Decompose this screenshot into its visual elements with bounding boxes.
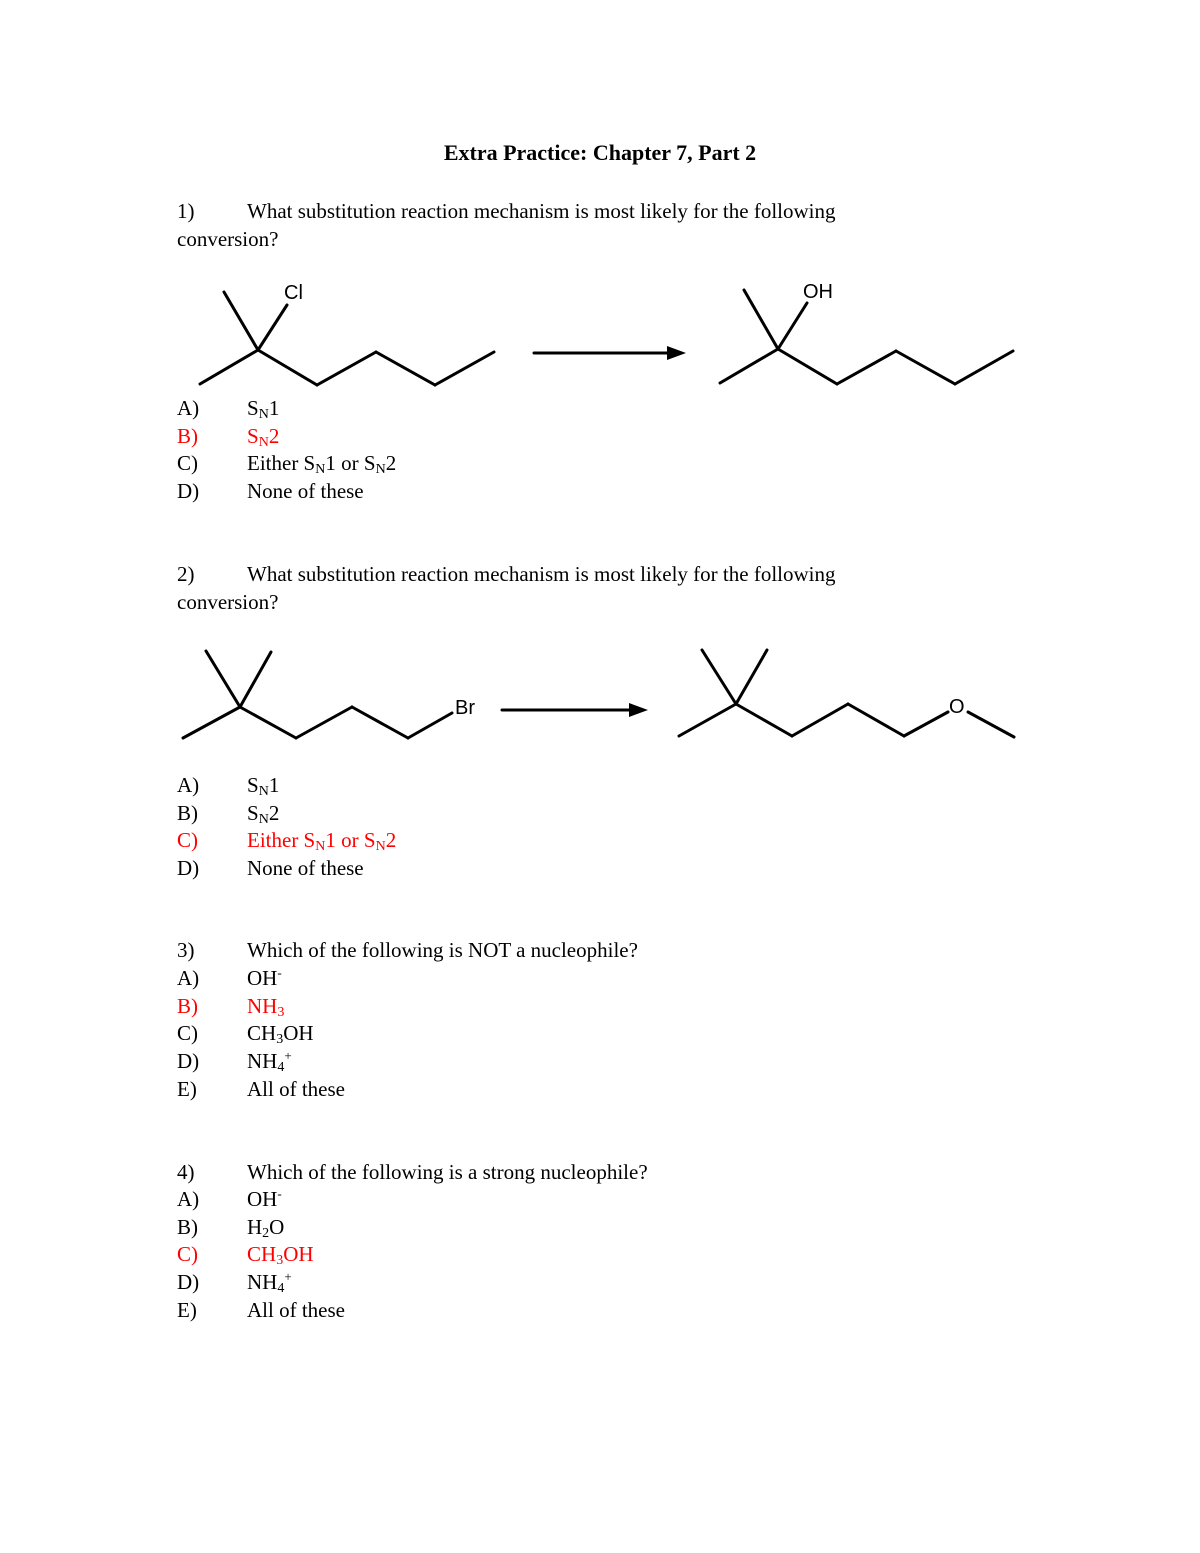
bond <box>296 707 352 738</box>
option-text: $S_N1$ <box>247 773 280 799</box>
bond <box>240 707 296 738</box>
bond <box>679 704 736 736</box>
question-text-line2: conversion? <box>177 227 279 251</box>
option-letter: E) <box>177 1297 197 1322</box>
bond <box>240 652 271 707</box>
option-letter: A) <box>177 1187 200 1211</box>
bond <box>848 704 904 736</box>
option-text: $CH_3OH$ <box>247 1242 314 1269</box>
atom-label-cl: Cl <box>284 282 303 304</box>
option-text: All of these <box>247 1297 345 1322</box>
option-text: All of these <box>247 1076 345 1101</box>
bond <box>206 651 240 707</box>
question-text: Which of the following is NOT a nucleophile? <box>247 938 638 962</box>
option-text: $NH_3$ <box>247 993 285 1020</box>
option-text: None of these <box>247 856 364 881</box>
option-letter: D) <box>177 479 200 504</box>
option-text: None of these <box>247 479 364 504</box>
option-letter: A) <box>177 396 200 420</box>
option-letter: D) <box>177 856 200 881</box>
question-number: 4) <box>177 1160 195 1184</box>
question-text: Which of the following is a strong nucleophile? <box>247 1160 648 1184</box>
bond <box>183 707 240 738</box>
option-text: $H_2O$ <box>247 1214 285 1241</box>
option-text: $NH_4^+$ <box>247 1269 292 1297</box>
option-letter: C) <box>177 451 198 476</box>
option-letter: B) <box>177 423 198 448</box>
bond <box>792 704 848 736</box>
option-text: Either $S_N1$ or $S_N2$ <box>247 451 397 478</box>
bond <box>968 712 1014 737</box>
option-text: $NH_4^+$ <box>247 1048 292 1076</box>
question-4 <box>177 1158 977 1186</box>
option-text: $S_N2$ <box>247 800 280 827</box>
option-text: $S_N2$ <box>247 423 280 450</box>
atom-label-o: O <box>949 696 965 718</box>
option-letter: B) <box>177 993 198 1018</box>
bond <box>736 704 792 736</box>
option-letter: B) <box>177 800 198 825</box>
option-text: $CH_3OH$ <box>247 1021 314 1048</box>
option-text: $S_N1$ <box>247 396 280 422</box>
page-title: Extra Practice: Chapter 7, Part 2 <box>443 140 757 165</box>
question-text-line1: What substitution reaction mechanism is most likely for the following <box>247 562 836 586</box>
question-text-line2: conversion? <box>177 590 279 614</box>
question-number: 2) <box>177 562 195 586</box>
arrow-head-icon <box>629 703 648 717</box>
bond <box>408 713 452 738</box>
bond <box>736 650 767 704</box>
option-letter: B) <box>177 1214 198 1239</box>
atom-label-br: Br <box>455 697 475 719</box>
option-letter: D) <box>177 1270 200 1295</box>
question-3 <box>177 936 977 964</box>
option-letter: E) <box>177 1076 197 1101</box>
question-number: 3) <box>177 938 195 962</box>
question-number: 1) <box>177 199 195 223</box>
option-text: OH- <box>247 1186 282 1211</box>
option-letter: A) <box>177 773 200 797</box>
option-letter: C) <box>177 1242 198 1267</box>
atom-label-oh: OH <box>803 281 833 303</box>
bond <box>904 712 948 736</box>
option-letter: C) <box>177 828 198 853</box>
bond <box>702 650 736 704</box>
option-letter: A) <box>177 966 200 990</box>
option-text: Either $S_N1$ or $S_N2$ <box>247 828 397 855</box>
bond <box>352 707 408 738</box>
question-text-line1: What substitution reaction mechanism is most likely for the following <box>247 199 836 223</box>
option-text: OH- <box>247 965 282 990</box>
option-letter: C) <box>177 1021 198 1046</box>
option-letter: D) <box>177 1049 200 1074</box>
